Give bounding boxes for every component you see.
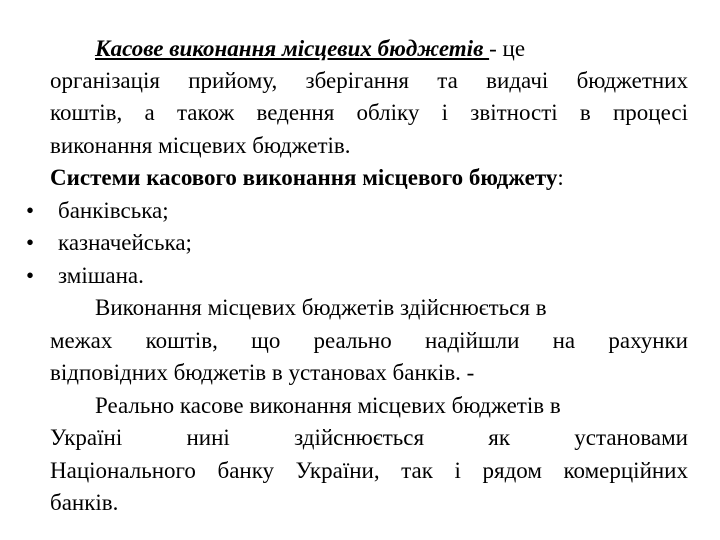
systems-heading-text: Системи касового виконання місцевого бюджету — [50, 165, 558, 190]
bullet-icon: • — [26, 230, 35, 255]
definition-line-2: організація прийому, зберігання та видачі бюджетних — [50, 68, 688, 93]
definition-first-line — [95, 33, 525, 66]
list-item-mixed: змішана. — [58, 263, 144, 288]
execution-line-3: відповідних бюджетів в установах банків. - — [50, 360, 475, 385]
definition-dash: - це — [489, 36, 526, 61]
list-item-treasury: казначейська; — [58, 230, 192, 255]
definition-line-4: виконання місцевих бюджетів. — [50, 133, 351, 158]
ukraine-line-1: Реально касове виконання місцевих бюджетів в — [95, 393, 561, 418]
bullet-icon: • — [26, 198, 35, 223]
list-item-banking: банківська; — [58, 198, 169, 223]
definition-term: Касове виконання місцевих бюджетів — [95, 36, 490, 61]
ukraine-line-2: Україні нині здійснюється як установами — [50, 425, 688, 450]
ukraine-line-4: банків. — [50, 490, 119, 515]
systems-heading-colon: : — [557, 165, 564, 190]
execution-line-2: межах коштів, що реально надійшли на рахунки — [50, 328, 688, 353]
execution-line-1: Виконання місцевих бюджетів здійснюється в — [95, 295, 547, 320]
ukraine-line-3: Національного банку України, так і рядом комерційних — [50, 458, 688, 483]
definition-line-3: коштів, а також ведення обліку і звітності в процесі — [50, 100, 688, 125]
bullet-icon: • — [26, 263, 35, 288]
systems-heading — [50, 162, 564, 195]
